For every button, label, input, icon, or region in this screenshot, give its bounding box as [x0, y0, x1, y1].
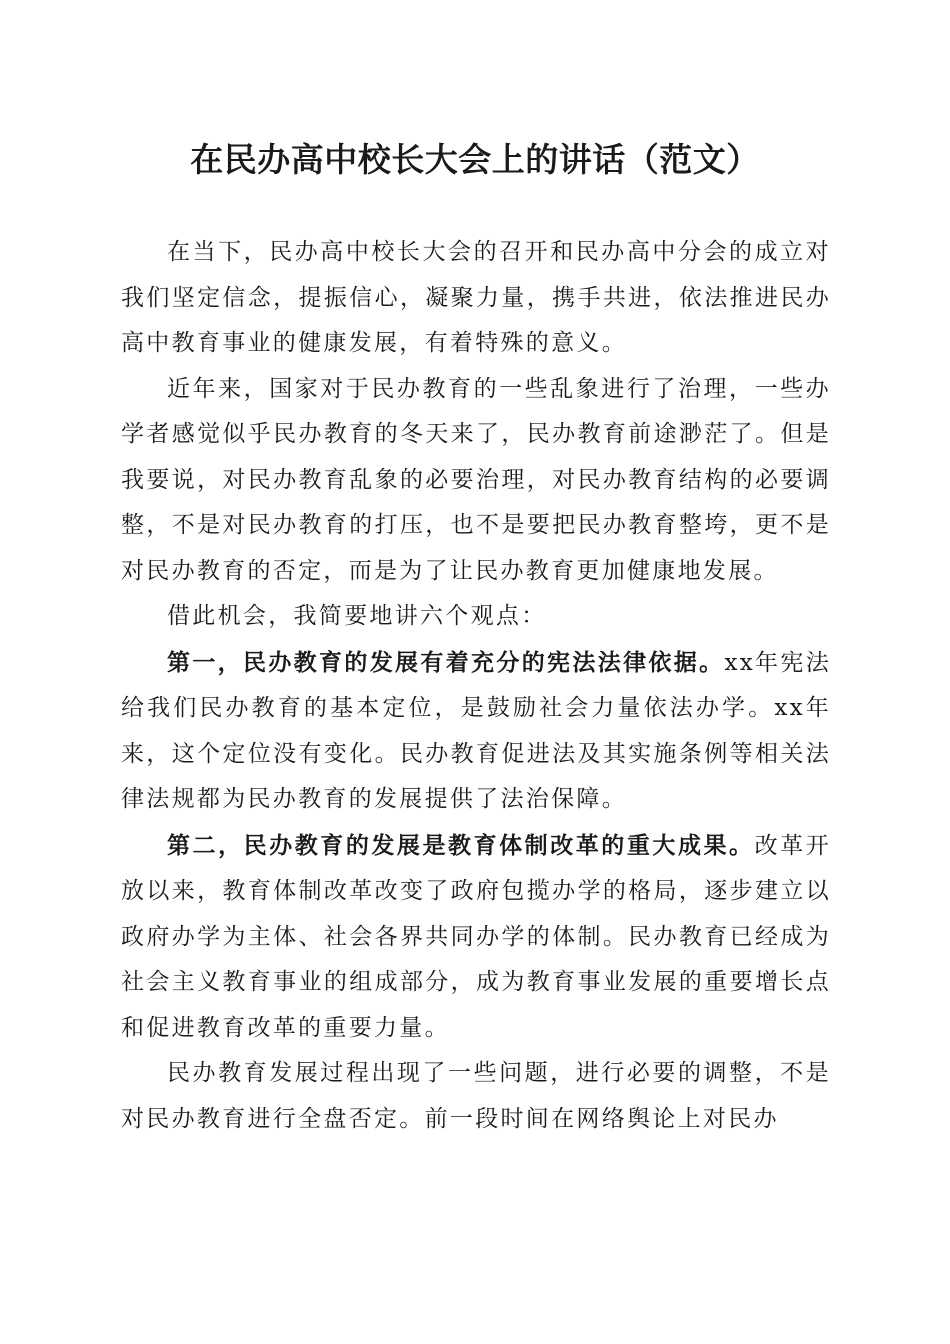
point-two-heading: 第二，民办教育的发展是教育体制改革的重大成果。: [167, 831, 755, 859]
document-title: 在民办高中校长大会上的讲话（范文）: [190, 140, 760, 179]
paragraph-1: 在当下，民办高中校长大会的召开和民办高中分会的成立对我们坚定信念，提振信心，凝聚力量，携手共进，依法推进民办高中教育事业的健康发展，有着特殊的意义。: [121, 239, 831, 356]
paragraph-4: [121, 640, 831, 823]
point-one-heading: 第一，民办教育的发展有着充分的宪法法律依据。: [167, 648, 725, 676]
paragraph-2: 近年来，国家对于民办教育的一些乱象进行了治理，一些办学者感觉似乎民办教育的冬天来了，民办教育前途渺茫了。但是我要说，对民办教育乱象的必要治理，对民办教育结构的必要调整，不是对民办教育的打压，也不是要把民办教育整垮，更不是对民办教育的否定，而是为了让民办教育更加健康地发展。: [121, 375, 831, 584]
document-body: [121, 230, 831, 1142]
paragraph-5: [121, 823, 831, 1052]
point-one-text: xx年宪法给我们民办教育的基本定位，是鼓励社会力量依法办学。xx年来，这个定位没有变化。民办教育促进法及其实施条例等相关法律法规都为民办教育的发展提供了法治保障。: [121, 649, 831, 812]
paragraph-6: 民办教育发展过程出现了一些问题，进行必要的调整，不是对民办教育进行全盘否定。前一段时间在网络舆论上对民办: [121, 1060, 831, 1132]
point-two-text: 改革开放以来，教育体制改革改变了政府包揽办学的格局，逐步建立以政府办学为主体、社会各界共同办学的体制。民办教育已经成为社会主义教育事业的组成部分，成为教育事业发展的重要增长点和促进教育改革的重要力量。: [121, 832, 831, 1041]
paragraph-3: 借此机会，我简要地讲六个观点：: [167, 603, 547, 629]
